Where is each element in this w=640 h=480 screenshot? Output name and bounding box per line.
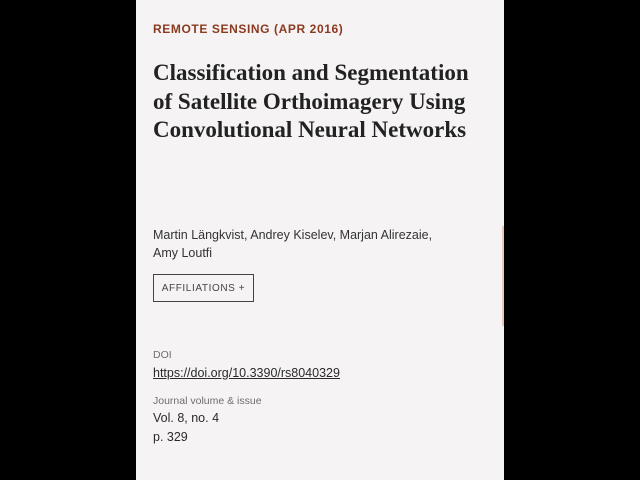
affiliations-toggle-button[interactable]: AFFILIATIONS + xyxy=(153,274,254,302)
volume-issue-label: Journal volume & issue xyxy=(153,395,262,407)
journal-name-date: REMOTE SENSING (APR 2016) xyxy=(153,22,344,36)
article-panel xyxy=(136,0,504,480)
article-title: Classification and Segmentation of Satellite Orthoimagery Using Convolutional Neural Networks xyxy=(153,60,469,142)
doi-label: DOI xyxy=(153,349,172,361)
scroll-indicator xyxy=(502,226,504,326)
author-list: Martin Längkvist, Andrey Kiselev, Marjan Alirezaie, Amy Loutfi xyxy=(153,228,433,260)
doi-link[interactable]: https://doi.org/10.3390/rs8040329 xyxy=(153,366,340,380)
volume-issue-value: Vol. 8, no. 4 xyxy=(153,411,220,425)
page-number: p. 329 xyxy=(153,430,188,444)
